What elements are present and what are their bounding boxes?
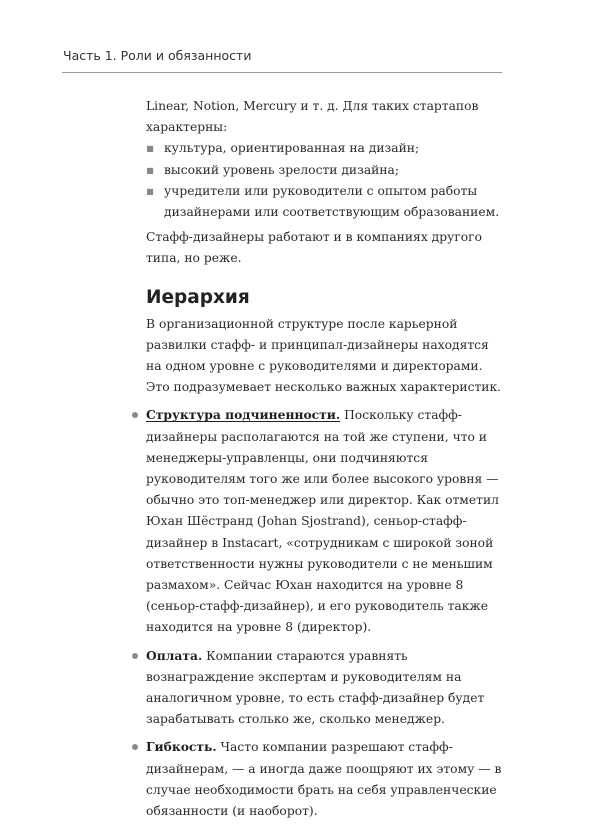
trait-list xyxy=(146,138,506,223)
staff-note-paragraph: Стафф-дизайнеры работают и в компаниях другого типа, но реже. xyxy=(146,230,483,266)
bullet-term: Оплата. xyxy=(146,647,203,663)
square-bullet-icon: ▪ xyxy=(146,183,155,198)
section-heading: Иерархия xyxy=(146,286,250,308)
list-item xyxy=(146,404,506,638)
bullet-text: Часто компании разрешают стафф-дизайнерам, — а иногда даже поощряют их этому — в случае необходимости брать на себя управленческие обязанности (и наоборот). xyxy=(146,740,502,819)
bullet-text: Компании стараются уравнять вознаграждение экспертам и руководителям на аналогичном уровне, то есть стафф-дизайнер будет зарабатывать столько же, сколько менеджер. xyxy=(146,648,485,727)
bullet-dot-icon xyxy=(132,653,138,659)
intro-paragraph: Linear, Notion, Mercury и т. д. Для таких стартапов характерны: xyxy=(146,99,479,135)
list-item xyxy=(146,181,506,223)
list-item xyxy=(146,736,506,822)
page-body xyxy=(146,96,506,828)
list-item-text: учредители или руководители с опытом работы дизайнерами или соответствующим образованием. xyxy=(164,183,500,220)
square-bullet-icon: ▪ xyxy=(146,162,155,177)
bullet-term: Структура подчиненности. xyxy=(146,407,341,423)
bullet-text: Поскольку стафф-дизайнеры располагаются на той же ступени, что и менеджеры-управленцы, они подчиняются руководителям того же или более высокого уровня — обычно это топ-менеджер или директор. Как отметил Юхан Шёстранд (Johan Sjostrand), сеньор-стафф-дизайнер в Instacart, «сотрудникам с широкой зоной ответственности нужны руководители с не меньшим размахом». Сейчас Юхан находится на уровне 8 (сеньор-стафф-дизайнер), и его руководитель также находится на уровне 8 (директор). xyxy=(146,408,499,635)
list-item xyxy=(146,645,506,731)
list-item-text: культура, ориентированная на дизайн; xyxy=(164,141,420,156)
bullet-term: Гибкость. xyxy=(146,739,217,755)
list-item xyxy=(146,160,506,181)
section-paragraph: В организационной структуре после карьерной развилки стафф- и принципал-дизайнеры находятся на одном уровне с руководителями и директорами. Это подразумевает несколько важных характеристик. xyxy=(146,316,502,395)
square-bullet-icon: ▪ xyxy=(146,141,155,156)
header-rule xyxy=(62,72,502,73)
characteristics-list xyxy=(146,404,506,822)
list-item-text: высокий уровень зрелости дизайна; xyxy=(164,162,400,177)
running-head: Часть 1. Роли и обязанности xyxy=(63,48,252,63)
bullet-dot-icon xyxy=(132,412,138,418)
list-item xyxy=(146,138,506,159)
